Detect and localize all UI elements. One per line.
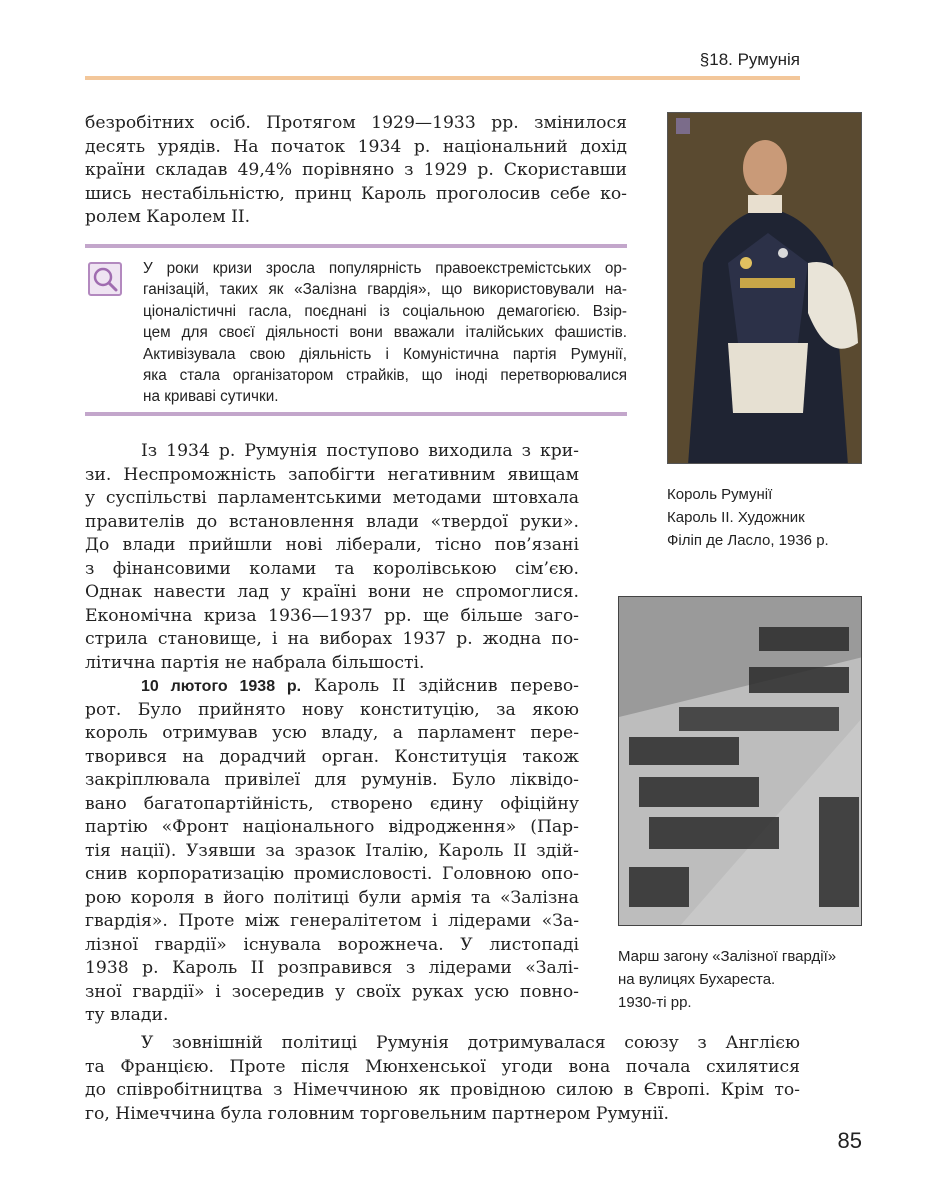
text-line: рою короля в його політиці були армія та «Залізна xyxy=(85,887,579,908)
caption-line: 1930-ті рр. xyxy=(618,994,692,1011)
text-line: король отримував усю владу, а парламент пере- xyxy=(85,723,579,743)
note-line: цем для своєї діяльності вони вважали італійських фашистів. xyxy=(143,324,627,342)
text-line: творився на дорадчий орган. Конституція також xyxy=(85,746,579,767)
text-line: партію «Фронт національного відродження» (Пар- xyxy=(85,817,579,837)
text-line: шись нестабільністю, принц Кароль проголосив себе ко- xyxy=(85,183,627,204)
caption-line: Філіп де Ласло, 1936 р. xyxy=(667,532,829,549)
text-line: літична партія не набрала більшості. xyxy=(85,652,425,673)
text-line: десять урядів. На початок 1934 р. національний дохід xyxy=(85,136,627,157)
text-line: з фінансовими колами та королівською сім’єю. xyxy=(85,558,579,579)
caption-line: Кароль II. Художник xyxy=(667,509,805,526)
date-highlight: 10 лютого 1938 р. xyxy=(141,678,302,695)
text-line: та Францією. Проте після Мюнхенської угоди вона почала схилятися xyxy=(85,1056,800,1077)
march-photo xyxy=(618,596,862,926)
text-line: правителів до встановлення влади «твердої руки». xyxy=(85,511,579,532)
text-line: зної гвардії» і зосередив у своїх руках усю повно- xyxy=(85,981,579,1002)
paragraph-4 xyxy=(85,1032,800,1126)
text-line: лізної гвардії» існувала ворожнеча. У листопаді xyxy=(85,934,579,955)
portrait-caption xyxy=(667,483,882,552)
text-line: Із 1934 р. Румунія поступово виходила з кри- xyxy=(141,441,579,461)
text-line: го, Німеччина була головним торговельним партнером Румунії. xyxy=(85,1103,669,1124)
note-line: яка стала організатором страйків, що іноді перетворювалися xyxy=(143,367,627,385)
photo-caption xyxy=(618,945,873,1014)
note-text xyxy=(143,258,627,408)
note-line: ціоналістичні гасла, поєднані із соціальною демагогією. Взір- xyxy=(143,302,627,320)
note-line: У роки кризи зросла популярність правоекстремістських ор- xyxy=(143,260,627,277)
header-rule xyxy=(85,76,800,80)
text-line: До влади прийшли нові ліберали, тісно пов’язані xyxy=(85,535,579,555)
text-line: снив корпоратизацію промисловості. Головною опо- xyxy=(85,864,579,884)
text-line: ту влади. xyxy=(85,1005,169,1025)
caption-line: Марш загону «Залізної гвардії» xyxy=(618,948,837,965)
text-line: країни складав 49,4% порівняно з 1929 р. Скориставши xyxy=(85,160,627,180)
text-line: вано багатопартійність, створено єдину офіційну xyxy=(85,793,579,814)
caption-line: на вулицях Бухареста. xyxy=(618,971,776,988)
text-line xyxy=(85,675,579,699)
text-line: Однак навести лад у країні вони не спромоглися. xyxy=(85,582,579,602)
text-line: у суспільстві парламентськими методами штовхала xyxy=(85,488,579,508)
text-line: безробітних осіб. Протягом 1929—1933 рр. змінилося xyxy=(85,113,627,133)
text-line: тія нації). Узявши за зразок Італію, Кароль II здій- xyxy=(85,840,579,861)
text-line: рот. Було прийнято нову конституцію, за якою xyxy=(85,699,579,720)
text-line: до співробітництва з Німеччиною як провідною силою в Європі. Крім то- xyxy=(85,1080,800,1100)
page-header xyxy=(0,0,935,90)
magnifier-icon xyxy=(88,262,122,296)
text-line: У зовнішній політиці Румунія дотримувалася союзу з Англією xyxy=(141,1033,800,1053)
page-number: 85 xyxy=(837,1128,862,1153)
note-box xyxy=(85,244,627,416)
text-line: Економічна криза 1936—1937 рр. ще більше заго- xyxy=(85,605,579,626)
text-line: зи. Неспроможність запобігти негативним явищам xyxy=(85,464,579,485)
note-line: на криваві сутички. xyxy=(143,388,279,406)
note-top-rule xyxy=(85,244,627,248)
portrait-image xyxy=(667,112,862,464)
text-line: ролем Каролем II. xyxy=(85,207,251,227)
text-line: гвардія». Проте між генералітетом і лідерами «За- xyxy=(85,911,579,931)
note-line: Активізувала свою діяльність і Комуністична партія Румунії, xyxy=(143,345,627,363)
text-line: закріплювала привілеї для румунів. Було ліквідо- xyxy=(85,770,579,790)
paragraph-2 xyxy=(85,440,579,1028)
text-line: стрила становище, і на виборах 1937 р. жодна по- xyxy=(85,629,579,649)
note-line: ганізацій, таких як «Залізна гвардія», що використовували на- xyxy=(143,281,627,299)
paragraph-1 xyxy=(85,112,627,230)
caption-line: Король Румунії xyxy=(667,486,773,503)
section-title: §18. Румунія xyxy=(699,50,800,69)
note-bottom-rule xyxy=(85,412,627,416)
text-line: 1938 р. Кароль II розправився з лідерами «Залі- xyxy=(85,958,579,978)
text-fragment: Кароль II здійснив перево- xyxy=(301,676,579,696)
